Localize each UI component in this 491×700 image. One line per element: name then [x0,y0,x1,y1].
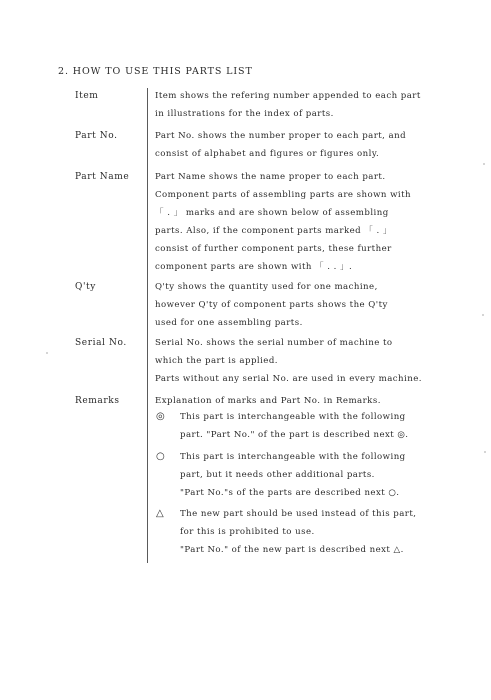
desc-line: component parts are shown with 「 . . 」. [155,262,353,272]
desc-line: part, but it needs other additional parts. [180,470,375,480]
desc-line: Part Name shows the name proper to each part. [155,172,386,182]
desc-qty [155,278,455,332]
desc-line: used for one assembling parts. [155,318,303,328]
section-heading: 2. HOW TO USE THIS PARTS LIST [58,66,253,77]
term-qty: Q'ty [75,282,96,292]
term-part-name: Part Name [75,172,130,182]
column-divider [147,88,148,563]
desc-line: Explanation of marks and Part No. in Remarks. [155,396,381,406]
scan-speck [482,314,484,316]
desc-line: "Part No." of the new part is described next △. [180,545,404,555]
desc-part-no [155,127,455,163]
desc-line: Part No. shows the number proper to each part, and [155,131,407,141]
desc-line: consist of further component parts, these further [155,244,392,254]
desc-line: The new part should be used instead of this part, [180,509,417,519]
double-circle-icon: ◎ [156,411,165,422]
desc-line: which the part is applied. [155,356,278,366]
desc-item [155,87,455,123]
term-remarks: Remarks [75,396,120,406]
desc-line: consist of alphabet and figures or figures only. [155,149,380,159]
desc-line: Item shows the refering number appended to each part [155,91,421,101]
desc-part-name [155,168,455,276]
desc-line: Serial No. shows the serial number of machine to [155,338,393,348]
desc-line: however Q'ty of component parts shows the Q'ty [155,300,388,310]
scan-speck [46,352,48,354]
scan-speck [484,451,486,453]
remark-circle [180,448,460,502]
term-serial-no: Serial No. [75,338,127,348]
circle-icon: ○ [156,451,165,462]
desc-line: Parts without any serial No. are used in every machine. [155,374,422,384]
desc-line: for this is prohibited to use. [180,527,315,537]
desc-line: Q'ty shows the quantity used for one machine, [155,282,378,292]
remark-triangle [180,505,460,559]
term-part-no: Part No. [75,131,118,141]
scan-speck [483,163,485,165]
desc-line: in illustrations for the index of parts. [155,109,334,119]
desc-line: This part is interchangeable with the following [180,452,406,462]
desc-line: parts. Also, if the component parts marked 「 . 」 [155,226,392,236]
desc-serial-no [155,334,455,388]
desc-line: "Part No."s of the parts are described next ○. [180,488,400,498]
desc-line: 「 . 」 marks and are shown below of assembling [155,208,389,218]
term-item: Item [75,91,99,101]
desc-line: This part is interchangeable with the following [180,412,406,422]
remark-double-circle [180,408,460,444]
triangle-icon: △ [156,508,164,519]
desc-line: part. "Part No." of the part is described next ◎. [180,430,409,440]
desc-line: Component parts of assembling parts are shown with [155,190,411,200]
